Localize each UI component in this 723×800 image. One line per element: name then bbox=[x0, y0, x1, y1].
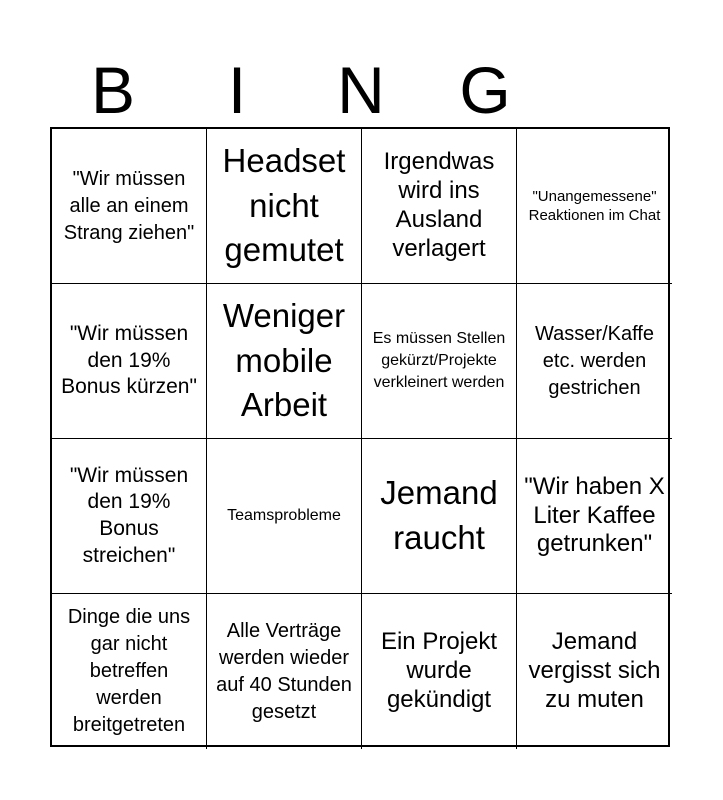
bingo-cell[interactable]: Jemand vergisst sich zu muten bbox=[528, 628, 661, 713]
bingo-cell[interactable]: "Wir müssen alle an einem Strang ziehen" bbox=[52, 129, 207, 284]
header-letter-i: I bbox=[227, 53, 247, 127]
bingo-cell[interactable]: Irgendwas wird ins Ausland verlagert bbox=[362, 129, 517, 284]
header-letter-n: N bbox=[337, 53, 385, 127]
bingo-cell[interactable]: Ein Projekt wurde gekündigt bbox=[362, 594, 517, 749]
bingo-cell[interactable]: Jemand raucht bbox=[362, 439, 517, 594]
header-letter-b: B bbox=[90, 53, 136, 127]
bingo-cell[interactable]: "Wir müssen den 19% Bonus streichen" bbox=[52, 439, 207, 594]
bingo-cell[interactable]: "Unangemessene" Reaktionen im Chat bbox=[517, 129, 672, 284]
bingo-cell[interactable]: Dinge die uns gar nicht betreffen werden breitgetreten bbox=[52, 594, 207, 749]
bingo-cell[interactable]: Es müssen Stellen gekürzt/Projekte verkleinert werden bbox=[362, 284, 517, 439]
bingo-cell[interactable]: "Wir haben X Liter Kaffee getrunken" bbox=[517, 439, 672, 594]
bingo-cell[interactable]: Teamsprobleme bbox=[207, 439, 362, 594]
bingo-header bbox=[51, 52, 671, 128]
header-letter-g: G bbox=[459, 53, 511, 127]
bingo-board bbox=[50, 127, 670, 747]
bingo-cell[interactable]: "Wir müssen den 19% Bonus kürzen" bbox=[52, 284, 207, 439]
bingo-cell[interactable]: Wasser/Kaffe etc. werden gestrichen bbox=[517, 284, 672, 439]
bingo-cell[interactable]: Alle Verträge werden wieder auf 40 Stunden gesetzt bbox=[207, 594, 362, 749]
bingo-cell[interactable]: Headset nicht gemutet bbox=[207, 129, 362, 284]
bingo-cell[interactable]: Weniger mobile Arbeit bbox=[207, 284, 362, 439]
